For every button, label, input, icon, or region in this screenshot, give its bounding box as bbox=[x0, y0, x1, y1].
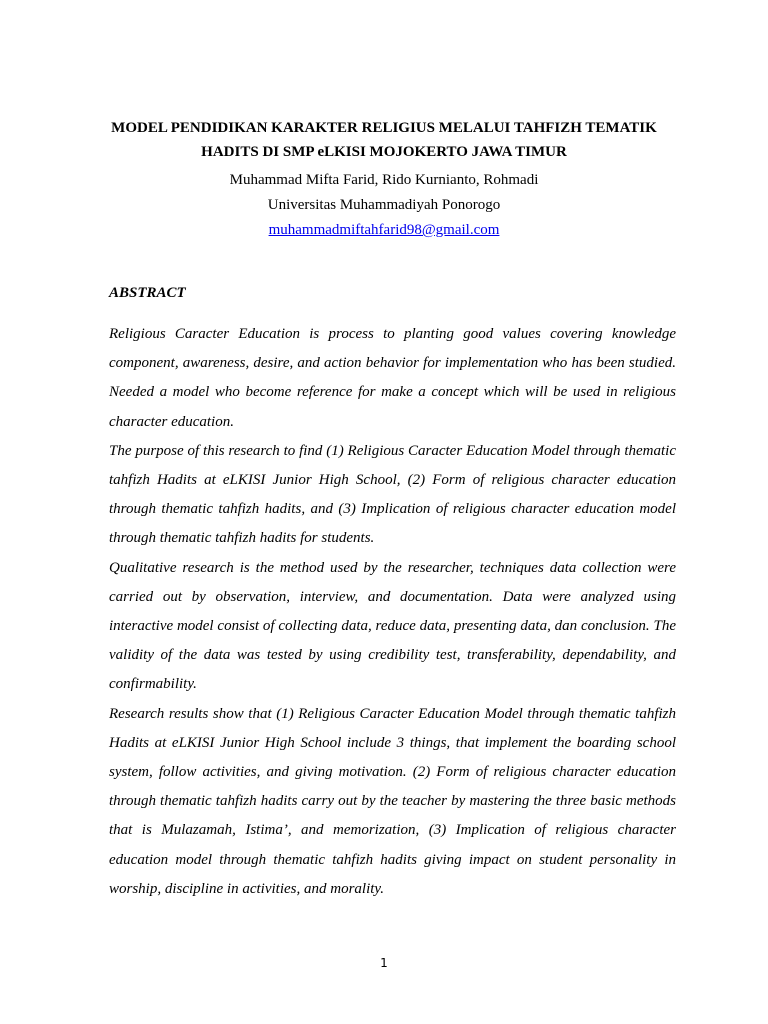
abstract-paragraph-3: Qualitative research is the method used by the researcher, techniques data collection were carried out by observation, interview, and documentation. Data were analyzed using interactive model consist of collecting data, reduce data, presenting data, dan conclusion. The validity of the data was tested by using credibility test, transferability, dependability, and confirmability. bbox=[109, 559, 676, 693]
paper-title-line-1: MODEL PENDIDIKAN KARAKTER RELIGIUS MELALUI TAHFIZH TEMATIK bbox=[111, 120, 657, 136]
author-list: Muhammad Mifta Farid, Rido Kurnianto, Rohmadi bbox=[229, 172, 539, 188]
author-email bbox=[60, 218, 708, 242]
paper-title-line-2: HADITS DI SMP eLKISI MOJOKERTO JAWA TIMUR bbox=[201, 144, 567, 160]
page-number: 1 bbox=[380, 956, 388, 970]
author-affiliation: Universitas Muhammadiyah Ponorogo bbox=[267, 197, 501, 213]
abstract-heading: ABSTRACT bbox=[109, 285, 186, 301]
email-link[interactable]: muhammadmiftahfarid98@gmail.com bbox=[268, 222, 500, 238]
abstract-body bbox=[109, 320, 676, 904]
abstract-paragraph-2: The purpose of this research to find (1) Religious Caracter Education Model through thematic tahfizh Hadits at eLKISI Junior High School, (2) Form of religious character education through thematic tahfizh hadits, and (3) Implication of religious character education model through thematic tahfizh hadits for students. bbox=[109, 442, 676, 547]
abstract-paragraph-1: Religious Caracter Education is process to planting good values covering knowledge component, awareness, desire, and action behavior for implementation who has been studied. Needed a model who become reference for make a concept which will be used in religious character education. bbox=[109, 326, 676, 430]
paper-title bbox=[60, 116, 708, 164]
abstract-paragraph-4: Research results show that (1) Religious Caracter Education Model through thematic tahfizh Hadits at eLKISI Junior High School include 3 things, that implement the boarding school system, follow activities, and giving motivation. (2) Form of religious character education through thematic tahfizh hadits carry out by the teacher by mastering the three basic methods that is Mulazamah, Istima’, and memorization, (3) Implication of religious character education model through thematic tahfizh hadits giving impact on student personality in worship, discipline in activities, and morality. bbox=[109, 705, 676, 897]
